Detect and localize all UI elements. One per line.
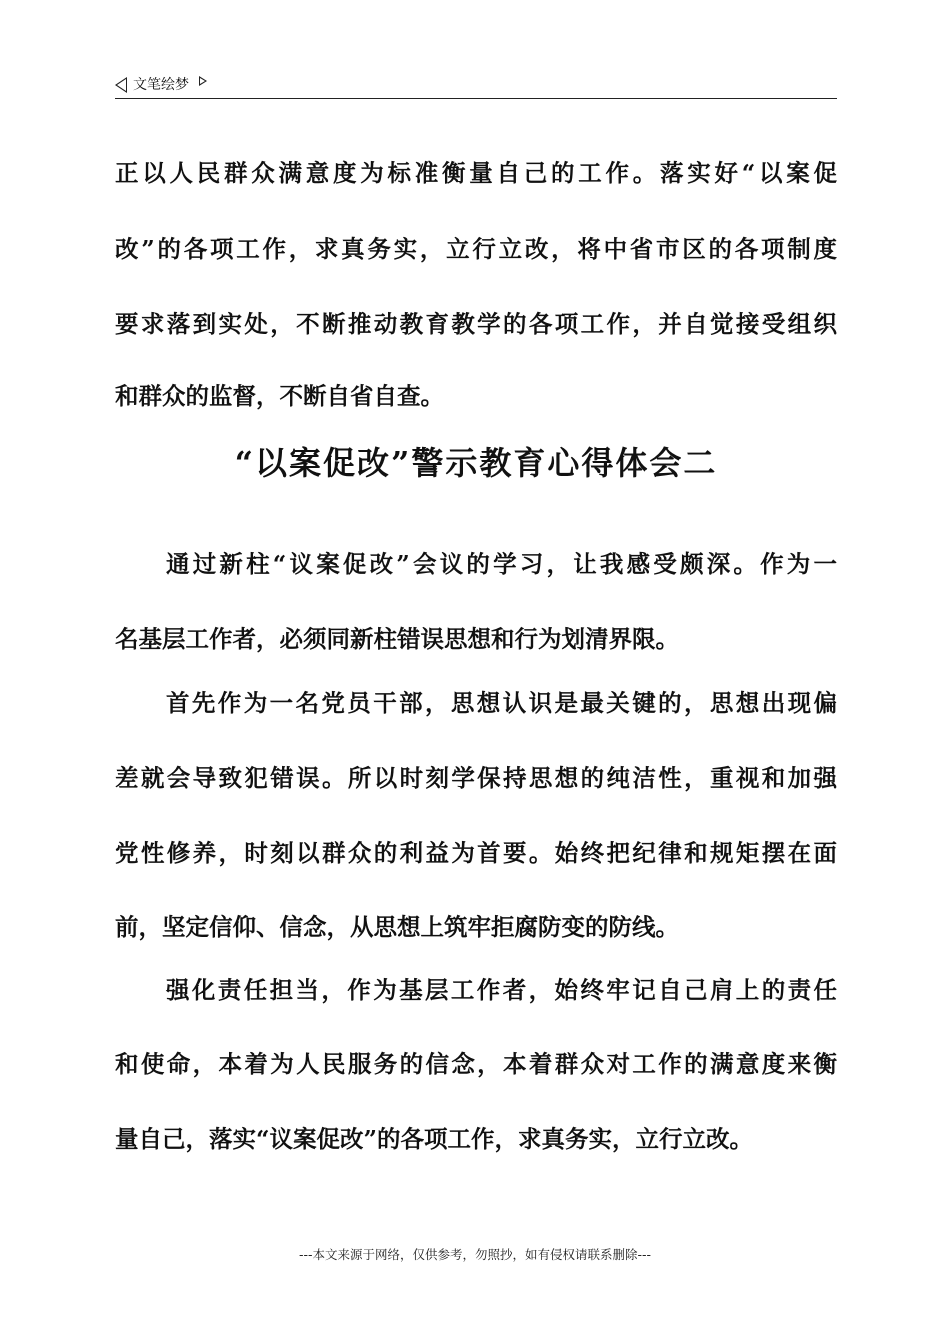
paragraph-line: 量自己，落实“议案促改”的各项工作，求真务实，立行立改。 bbox=[115, 1125, 754, 1153]
body-line: 正以人民群众满意度为标准衡量自己的工作。落实好“以案促 bbox=[115, 159, 837, 187]
body-line: 和群众的监督，不断自省自查。 bbox=[115, 382, 444, 410]
paragraph-line: 和使命，本着为人民服务的信念，本着群众对工作的满意度来衡 bbox=[115, 1050, 837, 1078]
triangle-right-icon bbox=[199, 76, 207, 86]
section-title: “以案促改”警示教育心得体会二 bbox=[234, 444, 718, 482]
paragraph-line: 差就会导致犯错误。所以时刻学保持思想的纯洁性，重视和加强 bbox=[115, 764, 837, 792]
page-header bbox=[115, 72, 837, 99]
body-line: 改”的各项工作，求真务实，立行立改，将中省市区的各项制度 bbox=[115, 235, 837, 263]
header-title: 文笔绘梦 bbox=[133, 77, 189, 93]
triangle-left-icon bbox=[115, 77, 127, 93]
paragraph-line: 名基层工作者，必须同新柱错误思想和行为划清界限。 bbox=[115, 625, 679, 653]
paragraph-line: 党性修养，时刻以群众的利益为首要。始终把纪律和规矩摆在面 bbox=[115, 839, 837, 867]
page-footer: ---本文来源于网络，仅供参考，勿照抄，如有侵权请联系删除--- bbox=[298, 1247, 652, 1262]
paragraph-line: 强化责任担当，作为基层工作者，始终牢记自己肩上的责任 bbox=[166, 976, 837, 1004]
body-line: 要求落到实处，不断推动教育教学的各项工作，并自觉接受组织 bbox=[115, 310, 837, 338]
paragraph-line: 首先作为一名党员干部，思想认识是最关键的，思想出现偏 bbox=[166, 689, 837, 717]
paragraph-line: 通过新柱“议案促改”会议的学习，让我感受颇深。作为一 bbox=[166, 550, 837, 578]
paragraph-line: 前，坚定信仰、信念，从思想上筑牢拒腐防变的防线。 bbox=[115, 913, 679, 941]
